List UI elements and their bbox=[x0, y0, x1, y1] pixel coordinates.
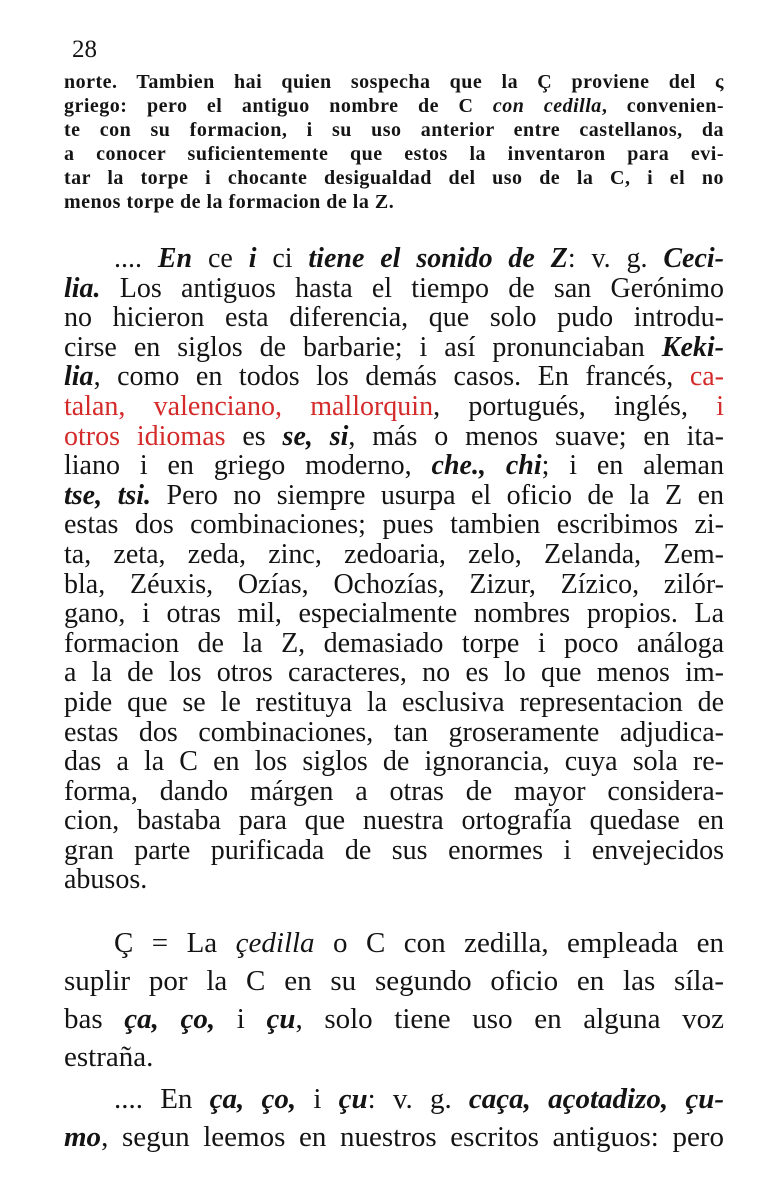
text-line: a conocer suficientemente que estos la inventaron para evi- bbox=[64, 143, 724, 165]
text-line: .... En ça, ço, i çu: v. g. caça, açotadizo, çu- bbox=[114, 1083, 724, 1115]
text-line: suplir por la C en su segundo oficio en las síla- bbox=[64, 965, 724, 997]
text-line: no hicieron esta diferencia, que solo pudo introdu- bbox=[64, 302, 724, 334]
text-line: bas ça, ço, i çu, solo tiene uso en alguna voz bbox=[64, 1003, 724, 1035]
text-line: te con su formacion, i su uso anterior entre castellanos, da bbox=[64, 119, 724, 141]
text-line: estas dos combinaciones; pues tambien escribimos zi- bbox=[64, 509, 724, 541]
highlighted-text: talan, valenciano, mallorquin bbox=[64, 390, 434, 422]
text-line: Ç = La çedilla o C con zedilla, empleada en bbox=[114, 927, 724, 959]
text-line: formacion de la Z, demasiado torpe i poco análoga bbox=[64, 627, 724, 659]
text-line: cion, bastaba para que nuestra ortografía quedase en bbox=[64, 805, 724, 837]
paragraph-ce-ci bbox=[64, 244, 724, 895]
text-line: otros idiomas es se, si, más o menos suave; en ita- bbox=[64, 420, 724, 452]
text-line: cirse en siglos de barbarie; i así pronunciaban Keki- bbox=[64, 331, 724, 363]
text-line: pide que se le restituya la esclusiva representacion de bbox=[64, 686, 724, 718]
paragraph-ca-co-cu bbox=[64, 1080, 724, 1156]
text-line: bla, Zéuxis, Ozías, Ochozías, Zizur, Zízico, zilór- bbox=[64, 568, 724, 600]
text-line: tar la torpe i chocante desigualdad del uso de la C, i el no bbox=[64, 167, 724, 189]
text-line: lia, como en todos los demás casos. En francés, ca- bbox=[64, 361, 724, 393]
highlighted-text: ca- bbox=[689, 361, 724, 393]
text-line: a la de los otros caracteres, no es lo que menos im- bbox=[64, 657, 724, 689]
text-line: .... En ce i ci tiene el sonido de Z: v. g. Ceci- bbox=[114, 243, 724, 274]
highlighted-text: otros idiomas bbox=[64, 420, 226, 452]
paragraph-cedilla-origin bbox=[64, 70, 724, 214]
text-line: menos torpe de la formacion de la Z. bbox=[64, 191, 395, 213]
text-line: gran parte purificada de sus enormes i envejecidos bbox=[64, 834, 724, 866]
text-line: griego: pero el antiguo nombre de C con cedilla, convenien- bbox=[64, 95, 724, 117]
paragraph-cedilla-definition bbox=[64, 924, 724, 1076]
text-line: estas dos combinaciones, tan groseramente adjudica- bbox=[64, 716, 724, 748]
text-line: mo, segun leemos en nuestros escritos antiguos: pero bbox=[64, 1121, 724, 1153]
text-line: estraña. bbox=[64, 1041, 154, 1073]
text-line: norte. Tambien hai quien sospecha que la Ç proviene del ς bbox=[64, 71, 724, 93]
highlighted-text: i bbox=[716, 390, 724, 422]
text-line: gano, i otras mil, especialmente nombres propios. La bbox=[64, 598, 724, 630]
text-line: liano i en griego moderno, che., chi; i en aleman bbox=[64, 450, 724, 482]
text-line: ta, zeta, zeda, zinc, zedoaria, zelo, Zelanda, Zem- bbox=[64, 538, 724, 570]
page-number: 28 bbox=[72, 36, 97, 63]
text-line: talan, valenciano, mallorquin, portugués, inglés, i bbox=[64, 390, 724, 422]
text-line: lia. Los antiguos hasta el tiempo de san Gerónimo bbox=[64, 272, 724, 304]
text-line: tse, tsi. Pero no siempre usurpa el oficio de la Z en bbox=[64, 479, 724, 511]
text-line: abusos. bbox=[64, 864, 148, 896]
text-line: forma, dando márgen a otras de mayor considera- bbox=[64, 775, 724, 807]
text-line: das a la C en los siglos de ignorancia, cuya sola re- bbox=[64, 746, 724, 778]
